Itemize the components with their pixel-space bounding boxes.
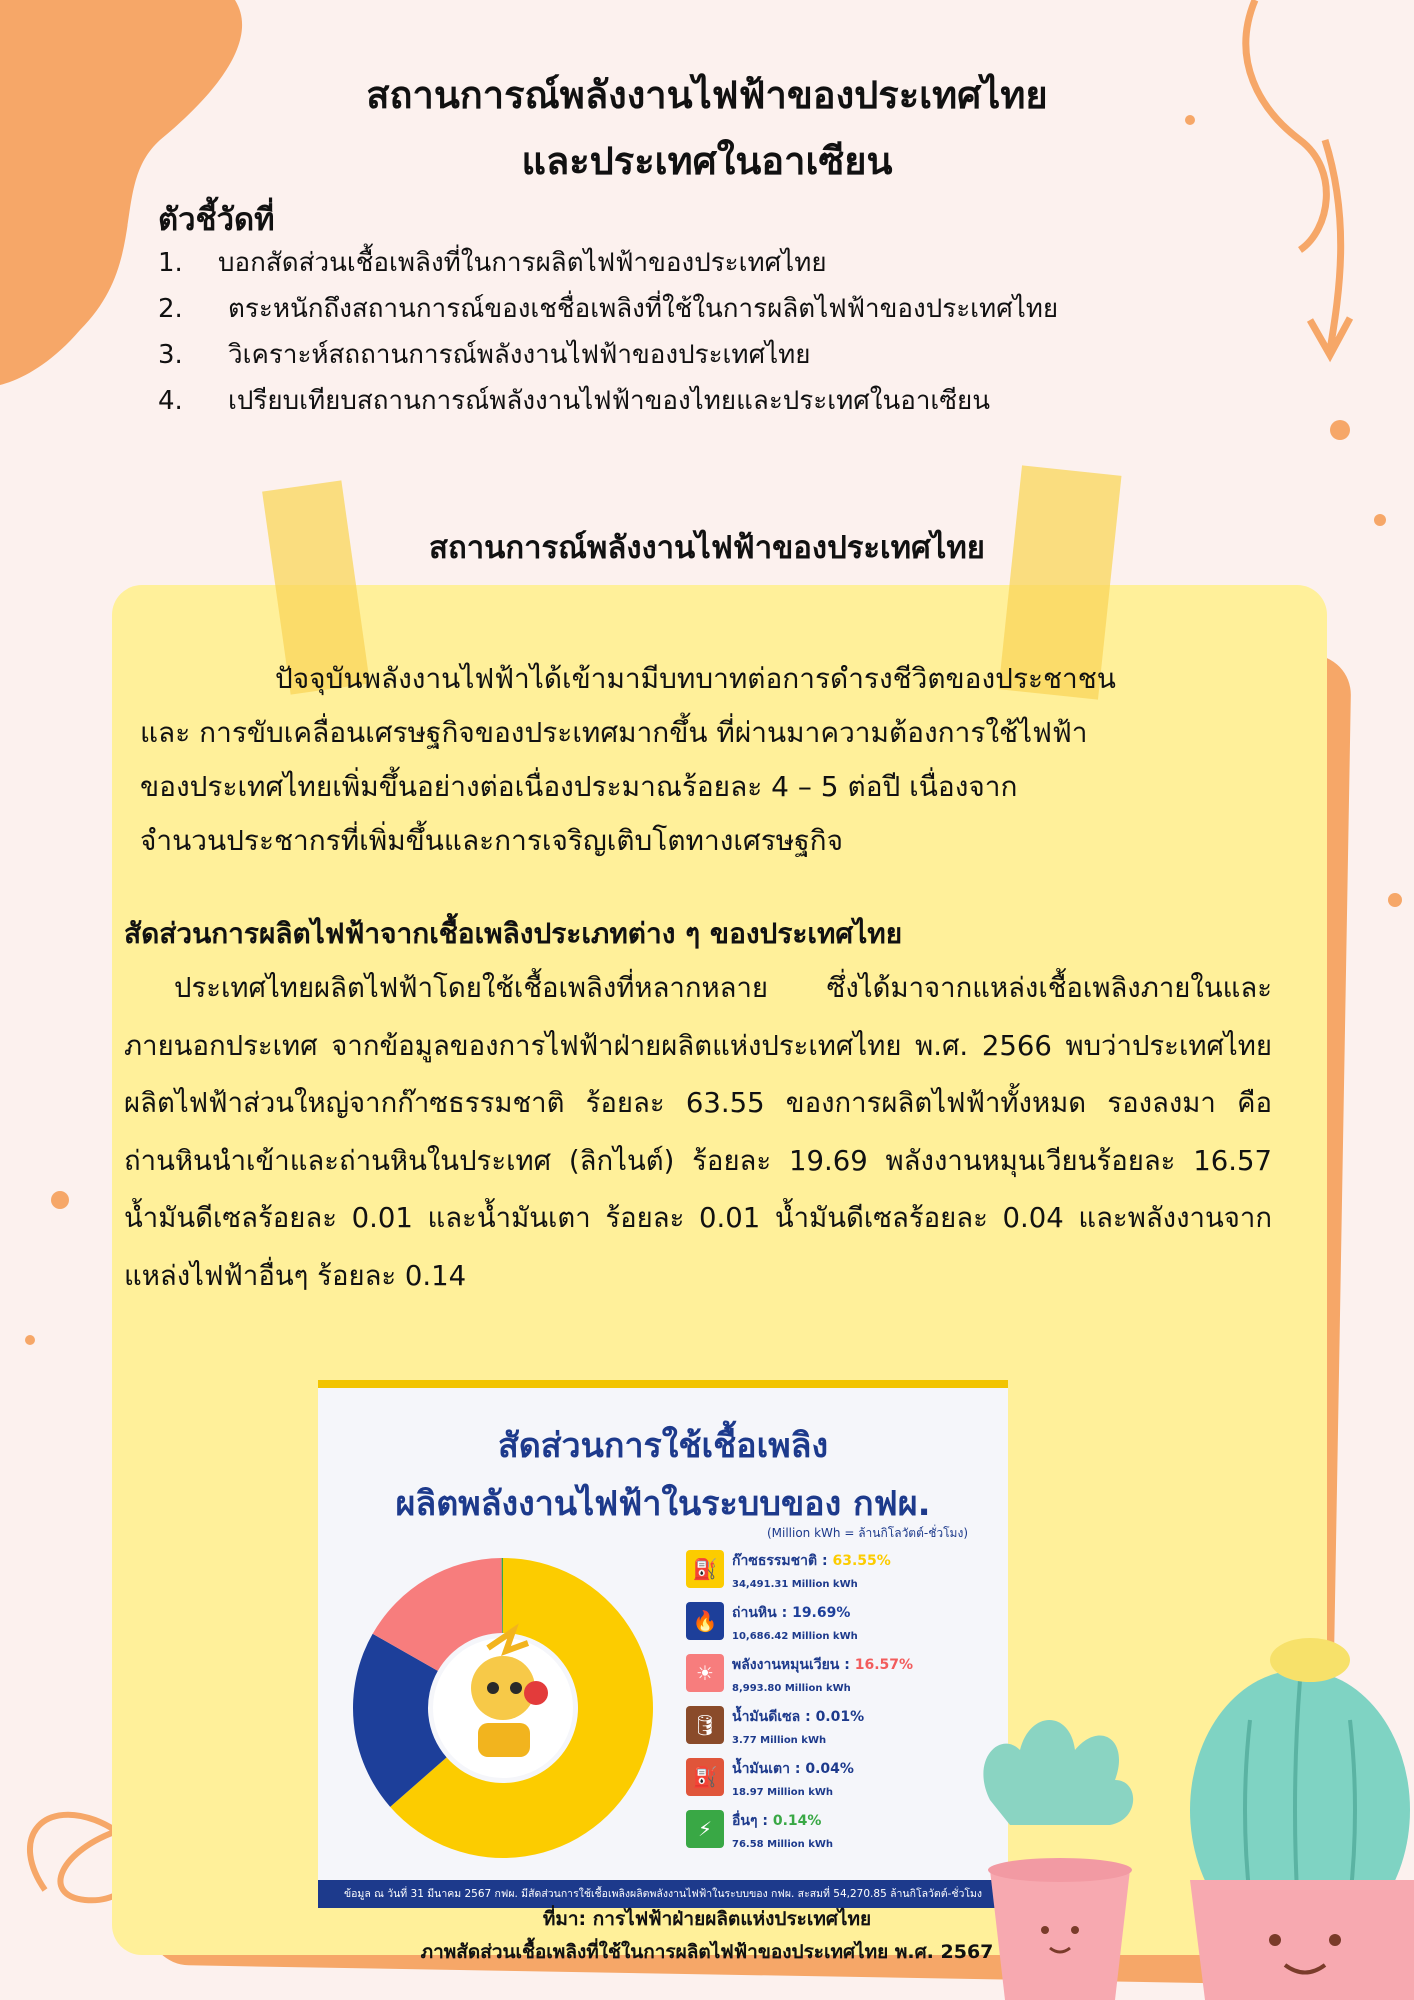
legend-percent: 0.14% [772,1813,822,1829]
figure-caption [0,1903,1414,1969]
legend-percent: 0.01% [815,1709,865,1725]
indicator-number: 3. [158,340,183,370]
legend-percent: 63.55% [832,1553,891,1569]
infographic-title-line2: ผลิตพลังงานไฟฟ้าในระบบของ กฟผ. [395,1484,931,1524]
fuel-paragraph-text: ประเทศไทยผลิตไฟฟ้าโดยใช้เชื้อเพลิงที่หลากหลาย ซึ่งได้มาจากแหล่งเชื้อเพลิงภายในและภายนอกประเทศ จากข้อมูลของการไฟฟ้าฝ่ายผลิตแห่งประเทศไทย พ.ศ. 2566 พบว่าประเทศไทยผลิตไฟฟ้าส่วนใหญ่จากก๊าซธรรมชาติ ร้อยละ 63.55 ของการผลิตไฟฟ้าทั้งหมด รองลงมา คือ ถ่านหินนำเข้าและถ่านหินในประเทศ (ลิกไนต์) ร้อยละ 19.69 พลังงานหมุนเวียนร้อยละ 16.57 น้ำมันดีเซลร้อยละ 0.01 และน้ำมันเตา ร้อยละ 0.01 น้ำมันดีเซลร้อยละ 0.04 และพลังงานจากแหล่งไฟฟ้าอื่นๆ ร้อยละ 0.14 [124,972,1272,1292]
caption-figure-title: ภาพสัดส่วนเชื้อเพลิงที่ใช้ในการผลิตไฟฟ้าของประเทศไทย พ.ศ. 2567 [420,1941,994,1963]
page-title-line2: และประเทศในอาเซียน [521,139,893,183]
caption-source: ที่มา: การไฟฟ้าฝ่ายผลิตแห่งประเทศไทย [542,1908,872,1930]
intro-line: จำนวนประชากรที่เพิ่มขึ้นและการเจริญเติบโตทางเศรษฐกิจ [140,824,844,857]
legend-amount: 8,993.80 Million kWh [732,1683,851,1694]
indicator-item [158,286,1208,332]
indicator-number: 1. [158,248,183,278]
infographic-unit-note: (Million kWh = ล้านกิโลวัตต์-ชั่วโมง) [766,1526,968,1540]
legend-percent: 16.57% [854,1657,914,1673]
oil-barrel-icon: 🛢 [686,1706,724,1744]
gas-rig-icon: ⛽ [686,1550,724,1588]
indicators-heading: ตัวชี้วัดที่ [158,202,275,238]
legend-name: น้ำมันดีเซล [732,1709,801,1725]
legend-percent: 19.69% [792,1605,851,1621]
indicator-text: เปรียบเทียบสถานการณ์พลังงานไฟฟ้าของไทยและประเทศในอาเซียน [228,386,990,416]
indicator-item [158,378,1208,424]
infographic-title-line1: สัดส่วนการใช้เชื้อเพลิง [497,1426,829,1466]
fuel-donut-chart [338,1543,668,1873]
legend-amount: 3.77 Million kWh [732,1735,827,1746]
legend-item-renewable: ☀ พลังงานหมุนเวียน : 16.57% 8,993.80 Million kWh [686,1654,996,1706]
legend-percent: 0.04% [805,1761,854,1777]
indicator-item [158,240,1208,286]
infographic-footer: ข้อมูล ณ วันที่ 31 มีนาคม 2567 กฟผ. มีสัดส่วนการใช้เชื้อเพลิงผลิตพลังงานไฟฟ้าในระบบของ กฟผ. สะสมที่ 54,270.85 ล้านกิโลวัตต์-ชั่วโมง [318,1880,1008,1908]
intro-line: ของประเทศไทยเพิ่มขึ้นอย่างต่อเนื่องประมาณร้อยละ 4 – 5 ต่อปี เนื่องจาก [140,770,1018,803]
legend-name: อื่นๆ [732,1813,758,1829]
intro-paragraph [140,652,1270,868]
legend-name: น้ำมันเตา [732,1761,790,1777]
indicator-text: ตระหนักถึงสถานการณ์ของเชชื่อเพลิงที่ใช้ในการผลิตไฟฟ้าของประเทศไทย [228,294,1059,324]
legend-amount: 18.97 Million kWh [732,1787,834,1798]
legend-item-other: ⚡ อื่นๆ : 0.14% 76.58 Million kWh [686,1810,996,1862]
legend-name: พลังงานหมุนเวียน [732,1657,840,1673]
wind-solar-icon: ☀ [686,1654,724,1692]
lightning-icon: ⚡ [686,1810,724,1848]
indicator-item [158,332,1208,378]
legend-item-coal: 🔥 ถ่านหิน : 19.69% 10,686.42 Million kWh [686,1602,996,1654]
indicator-number: 2. [158,294,183,324]
legend-amount: 76.58 Million kWh [732,1839,834,1850]
legend-name: ก๊าซธรรมชาติ [732,1553,818,1569]
indicator-list [158,240,1208,424]
fuel-can-icon: ⛽ [686,1758,724,1796]
fuel-section-heading: สัดส่วนการผลิตไฟฟ้าจากเชื้อเพลิงประเภทต่าง ๆ ของประเทศไทย [124,917,903,950]
intro-line: ปัจจุบันพลังงานไฟฟ้าได้เข้ามามีบทบาทต่อการดำรงชีวิตของประชาชน [275,662,1116,695]
legend-amount: 34,491.31 Million kWh [732,1579,858,1590]
fuel-paragraph [124,960,1272,1305]
legend-item-fuel-oil: ⛽ น้ำมันเตา : 0.04% 18.97 Million kWh [686,1758,996,1810]
legend-name: ถ่านหิน [732,1605,777,1621]
legend-amount: 10,686.42 Million kWh [732,1631,858,1642]
section-title: สถานการณ์พลังงานไฟฟ้าของประเทศไทย [429,530,985,566]
intro-line: และ การขับเคลื่อนเศรษฐกิจของประเทศมากขึ้น ที่ผ่านมาความต้องการใช้ไฟฟ้า [140,716,1088,749]
legend-item-gas: ⛽ ก๊าซธรรมชาติ : 63.55% 34,491.31 Million kWh [686,1550,996,1602]
indicator-number: 4. [158,386,183,416]
indicator-text: บอกสัดส่วนเชื้อเพลิงที่ในการผลิตไฟฟ้าของประเทศไทย [218,248,827,278]
coal-fire-icon: 🔥 [686,1602,724,1640]
page-title-line1: สถานการณ์พลังงานไฟฟ้าของประเทศไทย [366,73,1048,117]
fuel-share-infographic [318,1380,1008,1908]
legend-item-diesel: 🛢 น้ำมันดีเซล : 0.01% 3.77 Million kWh [686,1706,996,1758]
indicator-text: วิเคราะห์สถถานการณ์พลังงานไฟฟ้าของประเทศไทย [228,340,811,370]
